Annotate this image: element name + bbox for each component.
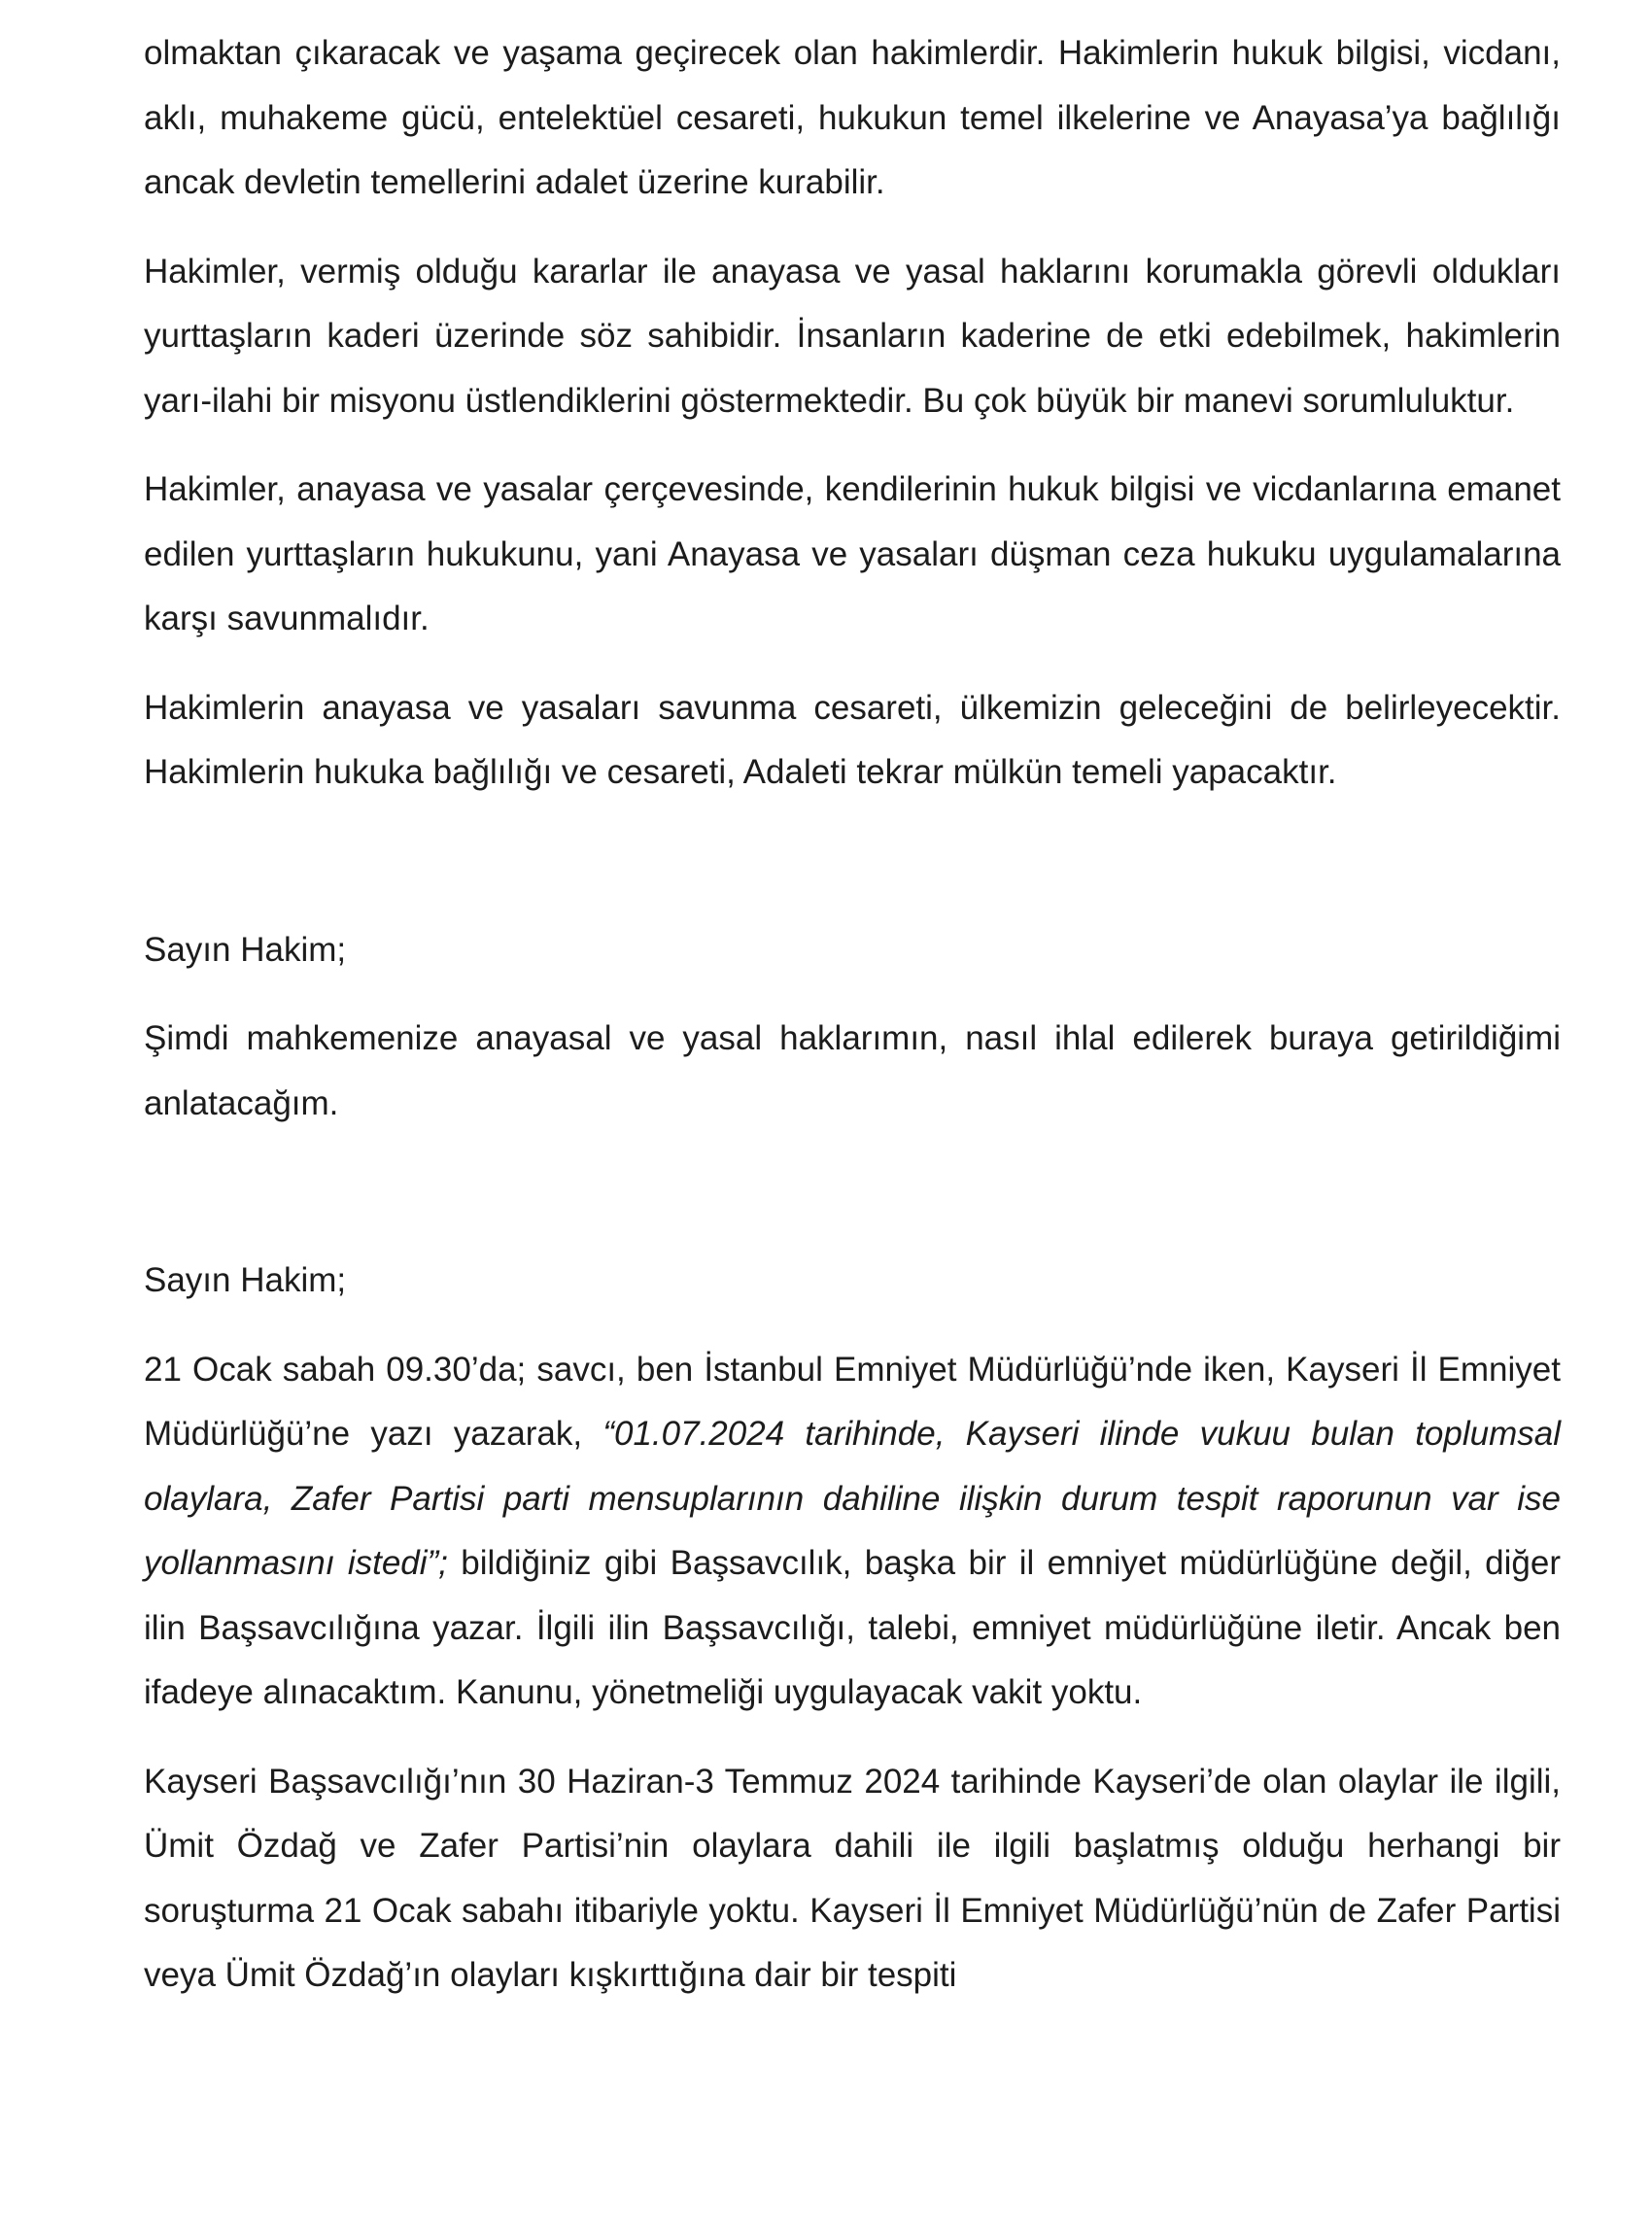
- paragraph-1: olmaktan çıkaracak ve yaşama geçirecek olan hakimlerdir. Hakimlerin hukuk bilgisi, vicdanı, aklı, muhakeme gücü, entelektüel cesareti, hukukun temel ilkelerine ve Anayasa’ya bağlılığı ancak devletin temellerini adalet üzerine kurabilir.: [144, 34, 1561, 201]
- paragraph-6-start: 21 Ocak sabah 09.30’da; savcı, ben İstanbul Emniyet Müdürlüğü’nde iken, Kayseri İl Emniyet Müdürlüğü’ne yazı yazarak,: [144, 1350, 1561, 1453]
- document-body: [144, 21, 1561, 2033]
- paragraph-2: Hakimler, vermiş olduğu kararlar ile anayasa ve yasal haklarını korumakla görevli oldukları yurttaşların kaderi üzerinde söz sahibidir. İnsanların kaderine de etki edebilmek, hakimlerin yarı-ilahi bir misyonu üstlendiklerini göstermektedir. Bu çok büyük bir manevi sorumluluktur.: [144, 252, 1561, 420]
- paragraph-4: Hakimlerin anayasa ve yasaları savunma cesareti, ülkemizin geleceğini de belirleyecektir. Hakimlerin hukuka bağlılığı ve cesareti, Adaleti tekrar mülkün temeli yapacaktır.: [144, 688, 1561, 791]
- paragraph-5: Şimdi mahkemenize anayasal ve yasal haklarımın, nasıl ihlal edilerek buraya getirildiğimi anlatacağım.: [144, 1019, 1561, 1122]
- paragraph-6-end: bildiğiniz gibi Başsavcılık, başka bir il emniyet müdürlüğüne değil, diğer ilin Başsavcılığına yazar. İlgili ilin Başsavcılığı, talebi, emniyet müdürlüğüne iletir. Ancak ben ifadeye alınacaktım. Kanunu, yönetmeliği uygulayacak vakit yoktu.: [144, 1544, 1561, 1711]
- paragraph-7: Kayseri Başsavcılığı’nın 30 Haziran-3 Temmuz 2024 tarihinde Kayseri’de olan olaylar ile ilgili, Ümit Özdağ ve Zafer Partisi’nin olaylara dahili ile ilgili başlatmış olduğu herhangi bir soruşturma 21 Ocak sabahı itibariyle yoktu. Kayseri İl Emniyet Müdürlüğü’nün de Zafer Partisi veya Ümit Özdağ’ın olayları kışkırttığına dair bir tespiti: [144, 1762, 1561, 1994]
- blank-space: [144, 830, 1561, 918]
- salutation-1: Sayın Hakim;: [144, 930, 347, 969]
- blank-space: [144, 1160, 1561, 1249]
- paragraph-3: Hakimler, anayasa ve yasalar çerçevesinde, kendilerinin hukuk bilgisi ve vicdanlarına emanet edilen yurttaşların hukukunu, yani Anayasa ve yasaları düşman ceza hukuku uygulamalarına karşı savunmalıdır.: [144, 470, 1561, 637]
- paragraph-6-quote: “01.07.2024 tarihinde, Kayseri ilinde vukuu bulan toplumsal olaylara, Zafer Partisi parti mensuplarının dahiline ilişkin durum tespit raporunun var ise yollanmasını istedi”;: [144, 1415, 1561, 1582]
- salutation-2: Sayın Hakim;: [144, 1261, 347, 1299]
- paragraph-6: [144, 1338, 1561, 1726]
